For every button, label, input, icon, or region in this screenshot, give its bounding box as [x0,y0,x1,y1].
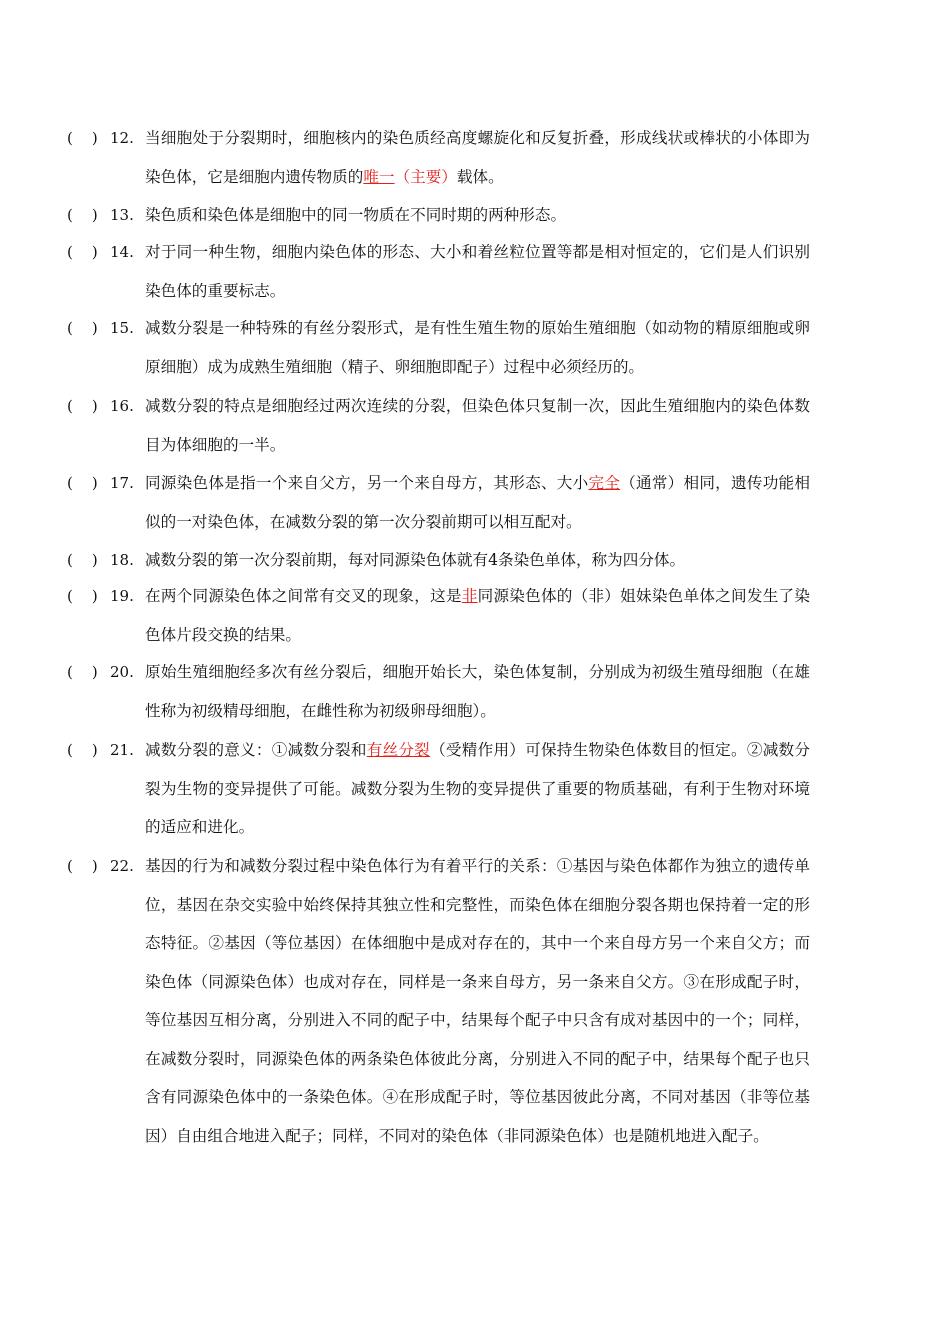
text-segment: 减数分裂的特点是细胞经过两次连续的分裂，但染色体只复制一次，因此生殖细胞内的染色体数目为体细胞的一半。 [145,397,810,454]
text-segment: 同源染色体是指一个来自父方，另一个来自母方，其形态、大小 [145,474,589,492]
question-text [145,847,810,1155]
question-text [145,577,810,654]
question-number: 16. [110,397,134,415]
answer-blank: ( ) [67,663,98,681]
question-number: 13. [110,206,134,224]
question-number: 15. [110,319,134,337]
text-segment: 原始生殖细胞经多次有丝分裂后，细胞开始长大，染色体复制，分别成为初级生殖母细胞（在雄性称为初级精母细胞，在雌性称为初级卵母细胞）。 [145,663,810,720]
question-text [145,653,810,730]
answer-blank: ( ) [67,243,98,261]
question-number: 17. [110,474,134,492]
text-segment: 同源染色体的（非）姐妹染色单体之间发生了染色体片段交换的结果。 [145,587,810,644]
text-segment: 基因的行为和减数分裂过程中染色体行为有着平行的关系：①基因与染色体都作为独立的遗传单位，基因在杂交实验中始终保持其独立性和完整性，而染色体在细胞分裂各期也保持着一定的形态特征。②基因（等位基因）在体细胞中是成对存在的，其中一个来自母方另一个来自父方；而染色体（同源染色体）也成对存在，同样是一条来自母方，另一条来自父方。③在形成配子时，等位基因互相分离，分别进入不同的配子中，结果每个配子中只含有成对基因中的一个；同样，在减数分裂时，同源染色体的两条染色体彼此分离，分别进入不同的配子中，结果每个配子也只含有同源染色体中的一条染色体。④在形成配子时，等位基因彼此分离，不同对基因（非等位基因）自由组合地进入配子；同样，不同对的染色体（非同源染色体）也是随机地进入配子。 [145,857,810,1145]
question-text [145,196,810,235]
correction-struck: 有丝分裂 [366,741,431,759]
answer-blank: ( ) [67,319,98,337]
question-text [145,309,810,386]
question-number: 19. [110,587,134,605]
question-text [145,387,810,464]
text-segment: 染色质和染色体是细胞中的同一物质在不同时期的两种形态。 [145,206,567,224]
answer-blank: ( ) [67,129,98,147]
answer-blank: ( ) [67,741,98,759]
text-segment: 减数分裂是一种特殊的有丝分裂形式，是有性生殖生物的原始生殖细胞（如动物的精原细胞或卵原细胞）成为成熟生殖细胞（精子、卵细胞即配子）过程中必须经历的。 [145,319,810,376]
answer-blank: ( ) [67,587,98,605]
question-number: 18. [110,551,134,569]
text-segment: 减数分裂的意义：①减数分裂和 [145,741,367,759]
text-segment: 载体。 [456,167,504,186]
question-number: 14. [110,243,134,261]
question-text [145,233,810,310]
answer-blank: ( ) [67,857,98,875]
answer-blank: ( ) [67,397,98,415]
correction-struck: 非 [461,587,478,605]
correction-inserted: （主要） [394,167,457,186]
question-text [145,541,810,580]
question-number: 22. [110,857,134,875]
text-segment: 减数分裂的第一次分裂前期，每对同源染色体就有4条染色单体，称为四分体。 [145,551,686,569]
question-text [145,464,810,541]
answer-blank: ( ) [67,474,98,492]
text-segment: 对于同一种生物，细胞内染色体的形态、大小和着丝粒位置等都是相对恒定的，它们是人们识别染色体的重要标志。 [145,243,810,300]
answer-blank: ( ) [67,206,98,224]
text-segment: 在两个同源染色体之间常有交叉的现象，这是 [145,587,462,605]
text-segment: 当细胞处于分裂期时，细胞核内的染色质经高度螺旋化和反复折叠，形成线状或棒状的小体即为染色体，它是细胞内遗传物质的 [145,129,810,186]
correction-struck: 唯一 [363,167,395,186]
text-segment: （受精作用）可保持生物染色体数目的恒定。②减数分裂为生物的变异提供了可能。减数分裂为生物的变异提供了重要的物质基础，有利于生物对环境的适应和进化。 [145,741,810,836]
question-number: 20. [110,663,134,681]
correction-struck: 完全 [588,474,621,492]
question-number: 21. [110,741,134,759]
text-segment: （通常）相同，遗传功能相似的一对染色体，在减数分裂的第一次分裂前期可以相互配对。 [145,474,810,531]
question-text [145,731,810,847]
question-number: 12. [110,129,134,147]
answer-blank: ( ) [67,551,98,569]
question-text [145,119,810,196]
